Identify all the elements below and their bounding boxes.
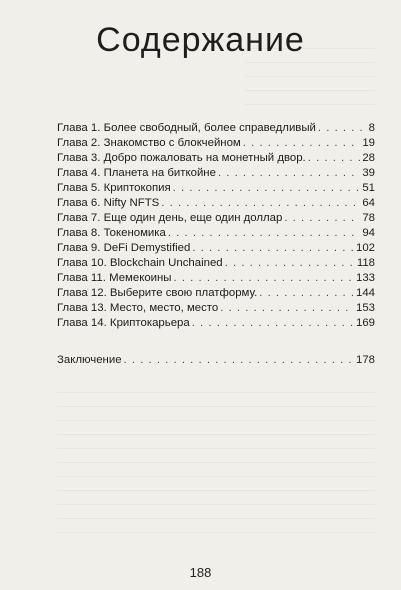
toc-leader-dots <box>124 353 354 368</box>
toc-entry-title: Глава 2. Знакомство с блокчейном <box>57 137 241 149</box>
toc-entry-title: Глава 6. Nifty NFTS <box>57 197 160 209</box>
toc-entry-title: Глава 7. Еще один день, еще один доллар <box>57 212 283 224</box>
toc-row[interactable] <box>57 301 375 316</box>
toc-row[interactable] <box>57 271 375 286</box>
toc-leader-dots <box>259 286 354 301</box>
toc-leader-dots <box>308 151 361 166</box>
toc-row[interactable] <box>57 181 375 196</box>
toc-entry-title: Глава 3. Добро пожаловать на монетный двор. <box>57 152 306 164</box>
toc-row[interactable] <box>57 136 375 151</box>
toc-row[interactable] <box>57 241 375 256</box>
toc-leader-dots <box>173 181 361 196</box>
toc-entry-title: Глава 5. Криптокопия <box>57 182 171 194</box>
toc-entry-page: 78 <box>362 212 375 224</box>
toc-entry-page: 144 <box>355 287 375 299</box>
toc-row[interactable] <box>57 286 375 301</box>
toc-entry-page: 39 <box>362 167 375 179</box>
toc-row[interactable] <box>57 166 375 181</box>
toc-entry-title: Глава 8. Токеномика <box>57 227 166 239</box>
toc-entry-title: Глава 4. Планета на биткойне <box>57 167 216 179</box>
toc-entry-page: 153 <box>355 302 375 314</box>
toc-row[interactable] <box>57 226 375 241</box>
toc-row[interactable] <box>57 211 375 226</box>
toc-leader-dots <box>318 121 367 136</box>
toc-entry-page: 169 <box>355 317 375 329</box>
toc-entry-page: 19 <box>362 137 375 149</box>
toc-entry-title: Глава 11. Мемекоины <box>57 272 172 284</box>
toc-entry-page: 8 <box>368 122 375 134</box>
toc-entry-page: 178 <box>355 354 375 366</box>
toc-leader-dots <box>225 256 355 271</box>
toc-entry-page: 94 <box>362 227 375 239</box>
toc-entry-page: 51 <box>362 182 375 194</box>
toc-entry-title: Глава 10. Blockchain Unchained <box>57 257 223 269</box>
toc-entry-page: 28 <box>362 152 375 164</box>
toc-entry-page: 64 <box>362 197 375 209</box>
toc-entry-page: 102 <box>355 242 375 254</box>
toc-entry-title: Глава 1. Более свободный, более справедливый <box>57 122 316 134</box>
page-number: 188 <box>189 565 212 580</box>
toc-entry-page: 133 <box>355 272 375 284</box>
toc-leader-dots <box>161 196 360 211</box>
toc-entry-title: Глава 9. DeFi Demystified <box>57 242 191 254</box>
toc-row[interactable] <box>57 316 375 331</box>
toc-entry-title: Глава 14. Криптокарьера <box>57 317 190 329</box>
toc-entry-title: Заключение <box>57 354 122 366</box>
toc-leader-dots <box>243 136 361 151</box>
toc-leader-dots <box>284 211 360 226</box>
toc-row[interactable] <box>57 151 375 166</box>
toc-leader-dots <box>218 166 360 181</box>
toc-row[interactable] <box>57 121 375 136</box>
toc-entry-page: 118 <box>356 257 375 269</box>
toc-row[interactable] <box>57 256 375 271</box>
toc-row[interactable] <box>57 196 375 211</box>
toc-leader-dots <box>220 301 354 316</box>
toc-entry-title: Глава 13. Место, место, место <box>57 302 219 314</box>
toc-entry-title: Глава 12. Выберите свою платформу. <box>57 287 258 299</box>
toc-conclusion-row[interactable] <box>57 353 375 368</box>
table-of-contents <box>57 121 375 331</box>
toc-leader-dots <box>174 271 354 286</box>
toc-leader-dots <box>192 316 354 331</box>
page-title: Содержание <box>96 21 305 59</box>
toc-leader-dots <box>168 226 360 241</box>
toc-leader-dots <box>192 241 354 256</box>
